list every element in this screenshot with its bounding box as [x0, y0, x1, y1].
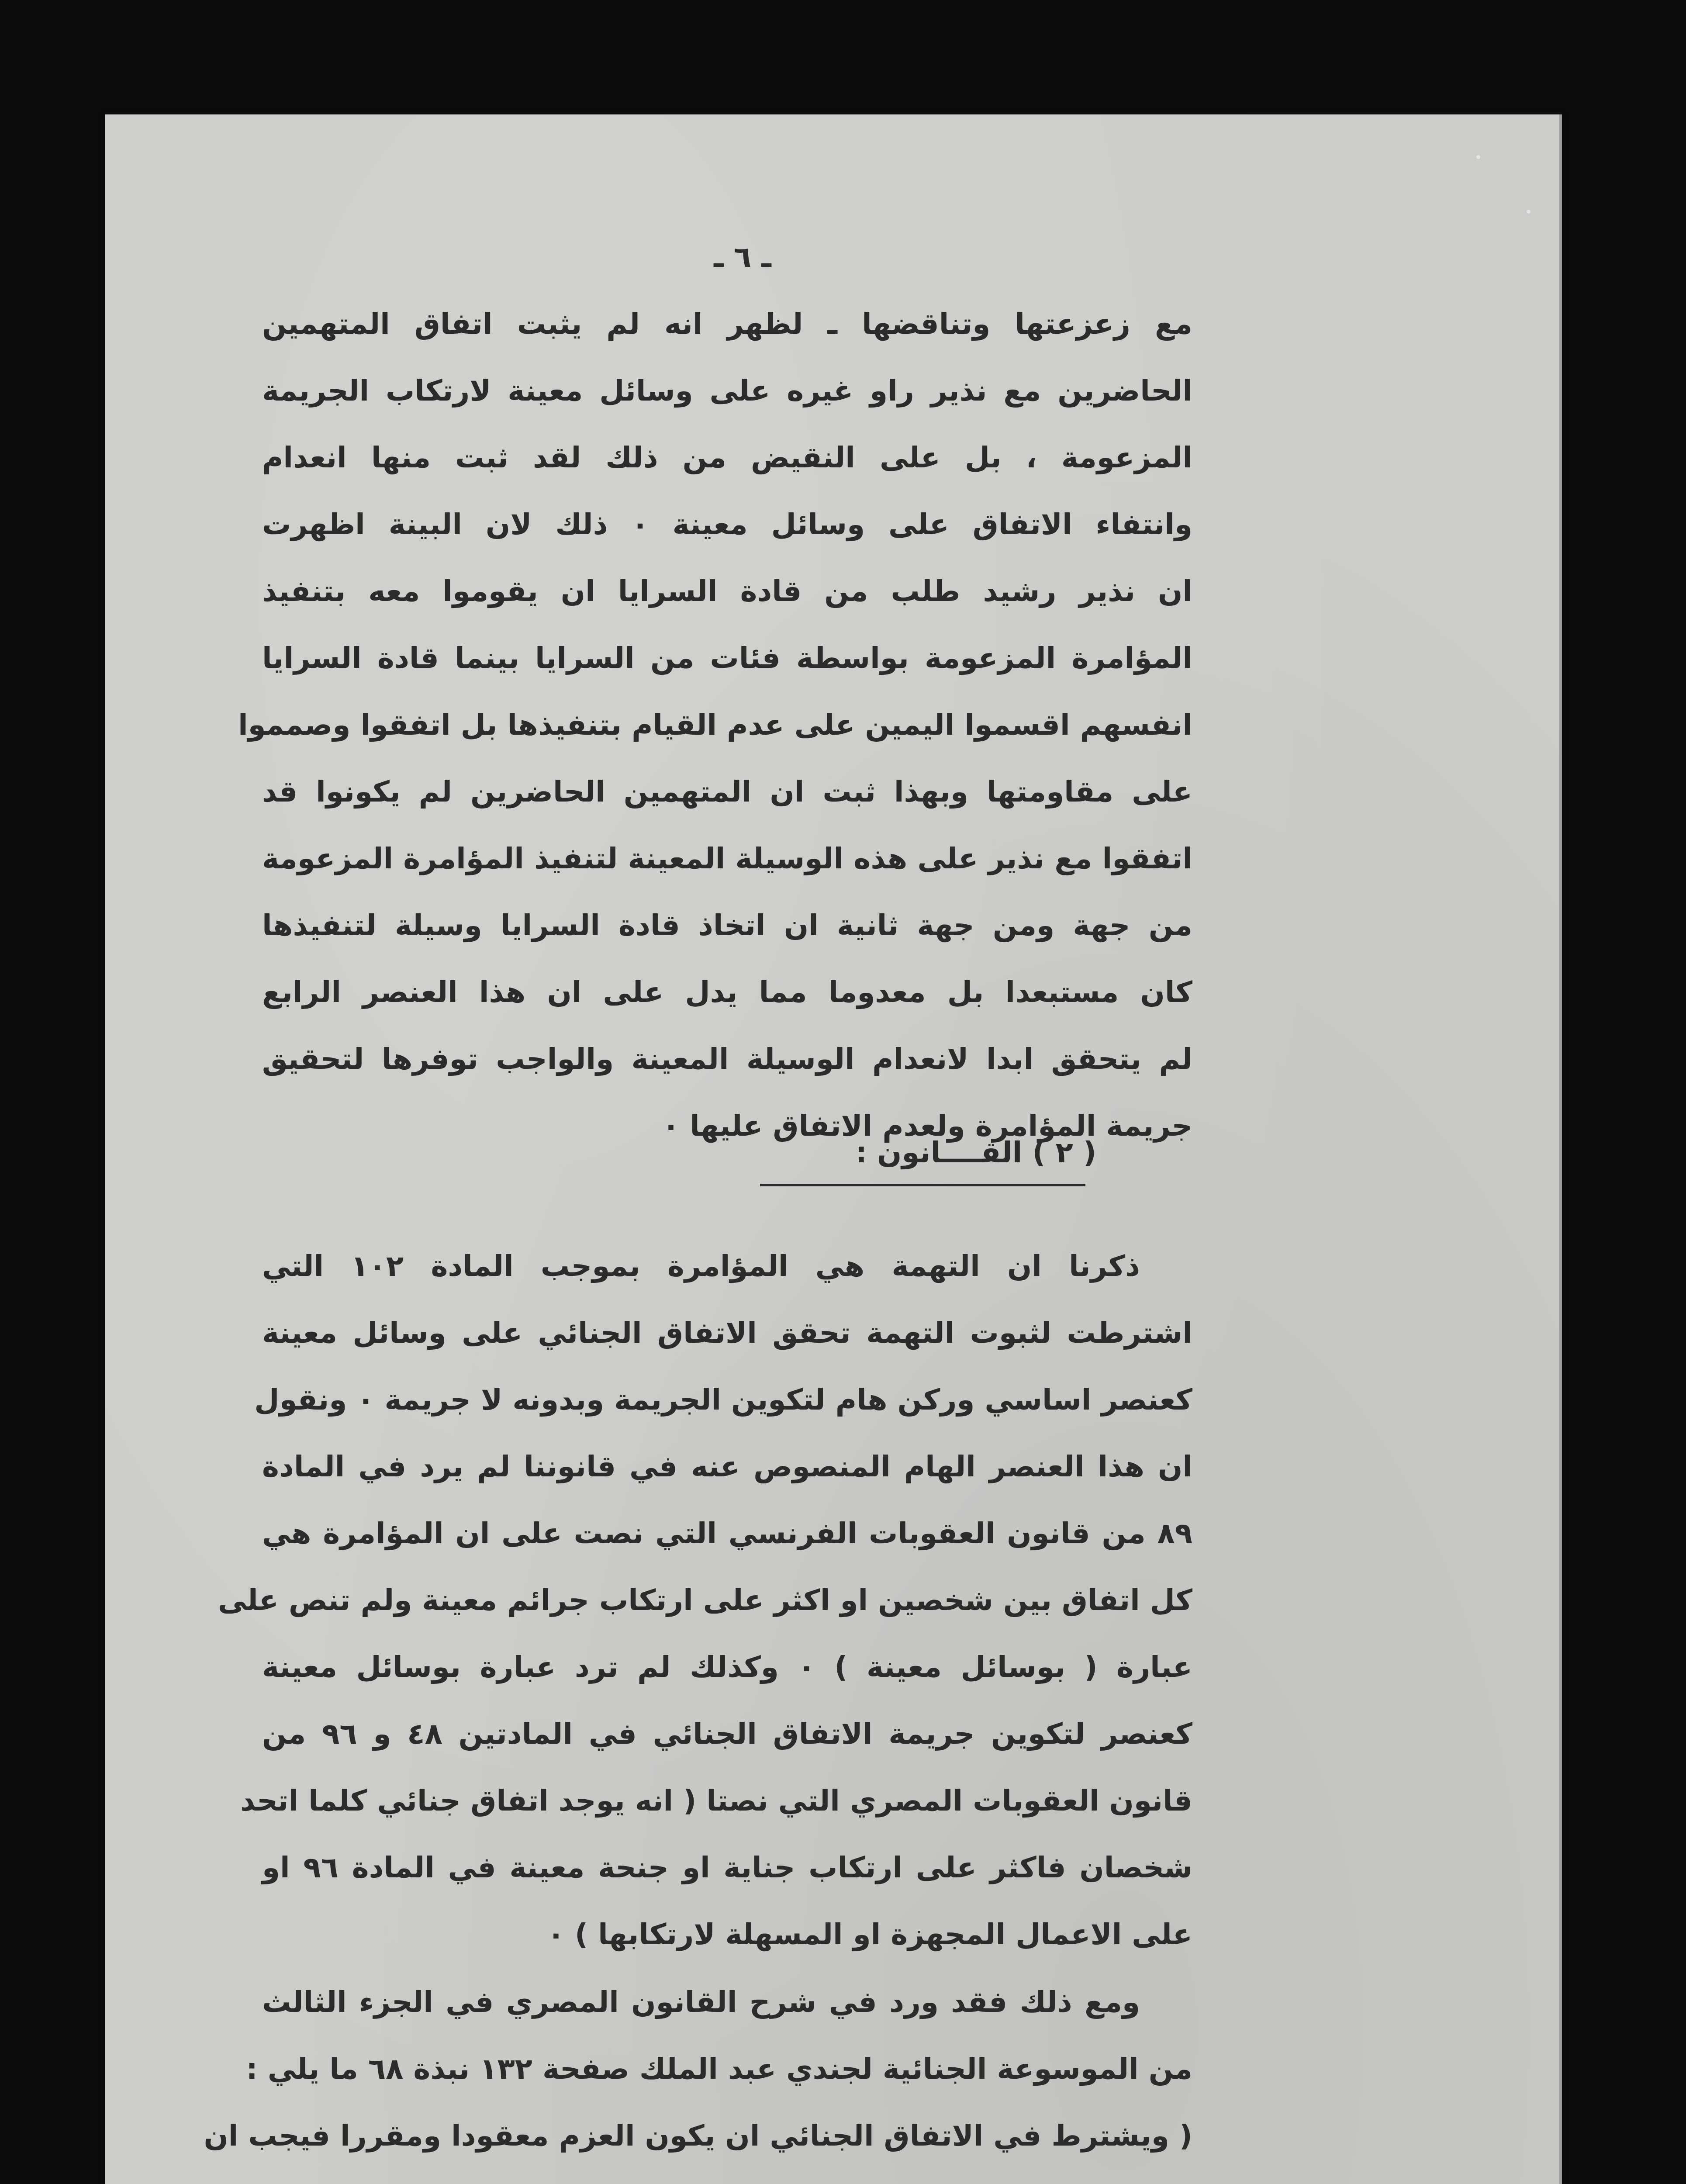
text-line: من الموسوعة الجنائية لجندي عبد الملك صفحة ١٣٢ نبذة ٦٨ ما يلي :: [246, 2052, 1192, 2086]
text-line: عبارة ( بوسائل معينة ) ٠ وكذلك لم ترد عبارة بوسائل معينة: [262, 1650, 1192, 1684]
text-line: ان هذا العنصر الهام المنصوص عنه في قانوننا لم يرد في المادة: [262, 1450, 1192, 1483]
page-number: ـ ٦ ـ: [714, 240, 771, 274]
paragraph-1: [238, 290, 1192, 1159]
text-line: اتفقوا مع نذير على هذه الوسيلة المعينة لتنفيذ المؤامرة المزعومة: [262, 842, 1192, 875]
text-line: ان نذير رشيد طلب من قادة السرايا ان يقوموا معه بتنفيذ: [262, 574, 1192, 608]
text-line: قانون العقوبات المصري التي نصتا ( انه يوجد اتفاق جنائي كلما اتحد: [240, 1784, 1192, 1818]
text-line-last: على الاعمال المجهزة او المسهلة لارتكابها ) ٠: [547, 1918, 1192, 1951]
section-heading: ( ٢ ) القــــانون :: [855, 1136, 1096, 1169]
text-line: انفسهم اقسموا اليمين على عدم القيام بتنفيذها بل اتفقوا وصمموا: [238, 708, 1192, 742]
text-line: ومع ذلك فقد ورد في شرح القانون المصري في الجزء الثالث: [262, 1985, 1140, 2019]
text-line: كعنصر اساسي وركن هام لتكوين الجريمة وبدونه لا جريمة ٠ ونقول: [254, 1383, 1192, 1417]
text-line: شخصان فاكثر على ارتكاب جناية او جنحة معينة في المادة ٩٦ او: [262, 1851, 1192, 1884]
dust-speck: [1527, 210, 1531, 214]
text-line: اشترطت لثبوت التهمة تحقق الاتفاق الجنائي على وسائل معينة: [262, 1316, 1192, 1350]
heading-underline: [760, 1184, 1085, 1186]
text-line: المزعومة ، بل على النقيض من ذلك لقد ثبت منها انعدام: [262, 441, 1192, 474]
text-line: ٨٩ من قانون العقوبات الفرنسي التي نصت على ان المؤامرة هي: [262, 1517, 1192, 1550]
text-line: على مقاومتها وبهذا ثبت ان المتهمين الحاضرين لم يكونوا قد: [262, 775, 1192, 809]
text-line: ( ويشترط في الاتفاق الجنائي ان يكون العزم معقودا ومقررا فيجب ان: [204, 2119, 1192, 2153]
text-line: لم يتحقق ابدا لانعدام الوسيلة المعينة والواجب توفرها لتحقيق: [262, 1042, 1192, 1076]
text-line: ذكرنا ان التهمة هي المؤامرة بموجب المادة ١٠٢ التي: [262, 1249, 1140, 1283]
paper-sheet: [105, 114, 1562, 2184]
text-line: مع زعزعتها وتناقضها ـ لظهر انه لم يثبت اتفاق المتهمين: [262, 307, 1192, 341]
text-line: المؤامرة المزعومة بواسطة فئات من السرايا بينما قادة السرايا: [262, 641, 1192, 675]
paragraph-2: [218, 1233, 1192, 1968]
text-line: كعنصر لتكوين جريمة الاتفاق الجنائي في المادتين ٤٨ و ٩٦ من: [262, 1717, 1192, 1751]
paragraph-3: [204, 1969, 1192, 2184]
dust-speck: [1476, 155, 1480, 159]
text-line: كان مستبعدا بل معدوما مما يدل على ان هذا العنصر الرابع: [262, 975, 1192, 1009]
text-line: كل اتفاق بين شخصين او اكثر على ارتكاب جرائم معينة ولم تنص على: [218, 1583, 1192, 1617]
text-line-last: [262, 2169, 1192, 2184]
text-line-last: جريمة المؤامرة ولعدم الاتفاق عليها ٠: [662, 1109, 1192, 1143]
text-line: من جهة ومن جهة ثانية ان اتخاذ قادة السرايا وسيلة لتنفيذها: [262, 909, 1192, 942]
text-line: وانتفاء الاتفاق على وسائل معينة ٠ ذلك لان البينة اظهرت: [262, 508, 1192, 541]
text-line: الحاضرين مع نذير راو غيره على وسائل معينة لارتكاب الجريمة: [262, 374, 1192, 408]
